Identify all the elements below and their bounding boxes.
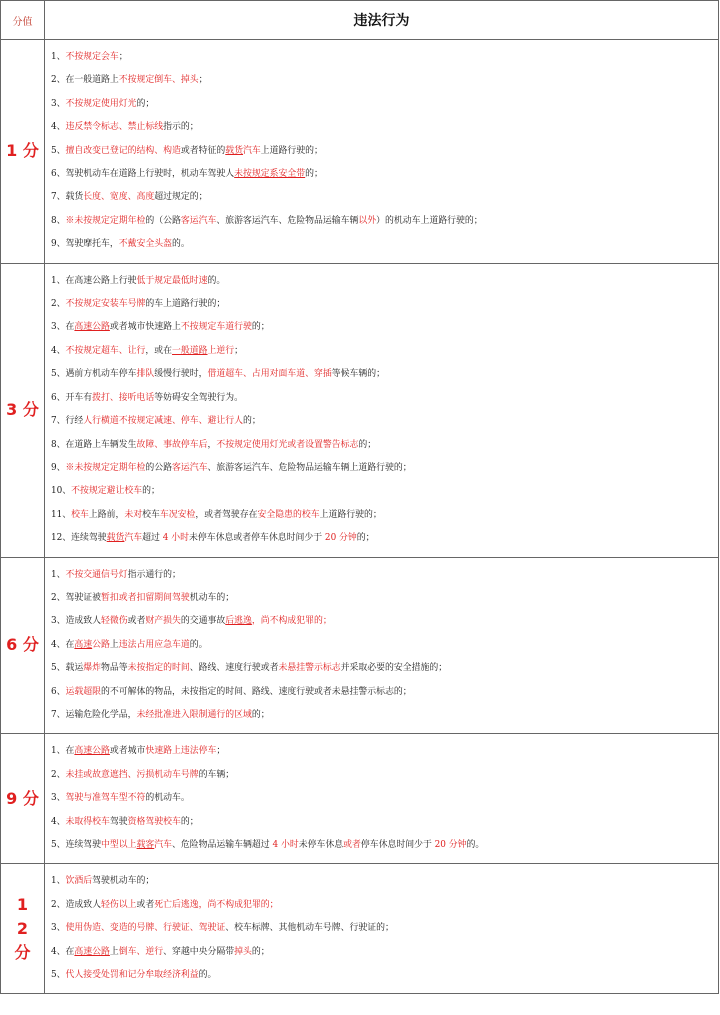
violation-item	[45, 270, 718, 293]
violation-item	[45, 116, 718, 139]
score-column-header: 分值	[1, 1, 45, 40]
item-text: 上	[109, 946, 119, 957]
violation-item	[45, 917, 718, 940]
highlighted-text: 不按规定车道行驶	[180, 322, 252, 333]
item-text: 的；	[305, 169, 323, 180]
item-text: 的。	[189, 639, 208, 650]
highlighted-text: 借道超车、占用对面车道、穿插	[207, 369, 332, 380]
item-text: 9、驾驶摩托车，	[51, 239, 119, 250]
highlighted-text: 不按规定避让校车	[71, 486, 143, 497]
item-text: 、旅游客运汽车、危险物品运输车辆上道路行驶的；	[207, 462, 412, 473]
item-text: 的。	[207, 275, 226, 286]
item-text: 9、	[51, 462, 66, 473]
item-text: 、危险物品运输车辆超过	[172, 840, 273, 850]
violation-item	[45, 186, 718, 209]
highlighted-text: 低于规定最低时速	[136, 275, 208, 286]
item-text: 5、遇前方机动车停车	[51, 369, 137, 380]
violation-item	[45, 340, 718, 363]
item-text: 指示通行的；	[127, 569, 181, 580]
score-value: 6 分	[6, 635, 39, 655]
item-text: 6、	[51, 686, 66, 697]
item-text: 3、造成致人	[51, 616, 102, 627]
item-text: ，或者驾驶存在	[195, 509, 258, 520]
violation-item	[45, 527, 718, 550]
highlighted-text: ※未按规定定期年检	[65, 462, 146, 473]
item-text: 上路前，	[88, 509, 125, 520]
highlighted-text: 未悬挂警示标志	[278, 663, 341, 674]
item-text: 指示的；	[163, 122, 199, 133]
item-text: 7、载货	[51, 192, 84, 203]
item-text: ，或在	[145, 345, 173, 356]
score-cell	[1, 40, 45, 264]
highlighted-text: 未对	[124, 509, 143, 520]
item-text: 上道路行驶的；	[319, 509, 382, 520]
violation-item	[45, 410, 718, 433]
item-text: 4、	[51, 345, 66, 356]
item-text: 3、在	[51, 322, 75, 333]
highlighted-text: 资格驾驶校车	[127, 816, 181, 827]
highlighted-text: 擅自改变已登记的结构、构造	[65, 145, 181, 156]
item-text: 校车	[142, 509, 160, 520]
violation-item	[45, 140, 718, 163]
item-text: 11、	[51, 509, 72, 520]
highlighted-text: 汽车	[124, 533, 143, 544]
item-text: 的；	[180, 816, 199, 827]
highlighted-text: 公路	[92, 639, 110, 650]
violation-item	[45, 387, 718, 410]
violation-item	[45, 681, 718, 704]
violation-list	[45, 734, 718, 863]
violation-item	[45, 363, 718, 386]
highlighted-text: 车况安检	[159, 509, 196, 520]
item-text: 1、	[51, 876, 66, 887]
item-text: 的。	[198, 970, 217, 981]
highlighted-text: 20 分钟	[434, 840, 467, 850]
item-text: 的；	[243, 416, 261, 427]
item-text: 未停车休息或者停车休息时间少于	[188, 533, 325, 544]
highlighted-text: 代人接受处罚和记分牟取经济利益	[65, 970, 199, 981]
highlighted-text: 故障、事故停车后	[136, 439, 208, 450]
violations-cell	[45, 263, 719, 557]
highlighted-text: 未经批准进入限制通行的区域	[136, 709, 252, 720]
highlighted-text: 20 分钟	[324, 533, 357, 544]
score-group-row	[1, 734, 719, 864]
item-text: 或者城市快速路上	[109, 322, 181, 333]
item-text: 等妨碍安全驾驶行为。	[154, 392, 244, 403]
item-text: 7、行经	[51, 416, 84, 427]
item-text: 4、在	[51, 639, 75, 650]
highlighted-text: 爆炸	[83, 663, 102, 674]
violation-list	[45, 864, 718, 993]
violation-item	[45, 787, 718, 810]
violation-list	[45, 264, 718, 557]
highlighted-text: 财产损失	[145, 616, 181, 627]
item-text: 、穿越中央分隔带	[163, 946, 235, 957]
highlighted-text: 安全隐患的校车	[257, 509, 320, 520]
highlighted-text: 客运汽车	[180, 215, 217, 226]
highlighted-text: 4 小时	[162, 533, 189, 544]
item-text: 5、载运	[51, 663, 84, 674]
item-text: 的；	[356, 533, 375, 544]
highlighted-text: 快速路上违法停车	[145, 746, 217, 757]
item-text: 4、	[51, 122, 66, 133]
violation-item	[45, 811, 718, 834]
item-text: 并采取必要的安全措施的；	[340, 663, 448, 674]
item-text: 12、连续驾驶	[51, 533, 107, 544]
item-text: 的公路	[145, 462, 173, 473]
item-text: 超过规定的；	[154, 192, 208, 203]
item-text: 的车辆；	[198, 769, 235, 780]
item-text: 1、	[51, 52, 66, 62]
violation-item	[45, 46, 718, 69]
item-text: 物品等	[101, 663, 128, 674]
highlighted-text: 一般道路	[172, 345, 208, 356]
item-text: 3、	[51, 98, 66, 109]
highlighted-text: 客运汽车	[172, 462, 208, 473]
score-value: 12 分	[14, 894, 31, 962]
highlighted-text: 排队	[136, 369, 155, 380]
violation-item	[45, 163, 718, 186]
violation-item	[45, 69, 718, 92]
highlighted-text: 不戴安全头盔	[118, 239, 173, 250]
item-text: 的；	[251, 946, 270, 957]
highlighted-text: 后逃逸	[225, 616, 252, 627]
table-body	[1, 40, 719, 994]
highlighted-text: 长度、宽度、高度	[83, 192, 155, 203]
highlighted-text: 高速	[74, 639, 93, 650]
violation-item	[45, 610, 718, 633]
item-text: ；	[234, 345, 244, 356]
violations-cell	[45, 734, 719, 864]
violations-cell	[45, 40, 719, 264]
item-text: 4、	[51, 816, 66, 827]
item-text: 的；	[136, 98, 155, 109]
violation-item	[45, 93, 718, 116]
highlighted-text: 违反禁令标志、禁止标线	[65, 122, 164, 133]
highlighted-text: 人行横道不按规定减速、停车、避让行人	[83, 416, 244, 427]
highlighted-text: 未挂或故意遮挡、污损机动车号牌	[65, 769, 199, 780]
item-text: 或者特征的	[180, 145, 226, 156]
violation-item	[45, 870, 718, 893]
item-text: 的不可解体的物品，未按指定的时间、路线、速度行驶或者未悬挂警示标志的；	[101, 686, 412, 697]
violation-list	[45, 40, 718, 263]
score-cell	[1, 263, 45, 557]
highlighted-text: 中型以上	[101, 840, 137, 850]
highlighted-text: 校车	[71, 509, 89, 520]
highlighted-text: 载货	[106, 533, 125, 544]
highlighted-text: 高速公路	[74, 322, 110, 333]
highlighted-text: 轻微伤	[101, 616, 128, 627]
highlighted-text: 高速公路	[74, 946, 110, 957]
violation-item	[45, 457, 718, 480]
item-text: 的；	[251, 322, 270, 333]
item-text: ；	[216, 746, 226, 757]
violation-item	[45, 704, 718, 727]
item-text: 未停车休息	[298, 840, 344, 850]
violation-item	[45, 587, 718, 610]
violation-item	[45, 657, 718, 680]
score-cell	[1, 864, 45, 994]
item-text: 7、运输危险化学品，	[51, 709, 137, 720]
item-text: 1、	[51, 569, 66, 580]
violation-item	[45, 480, 718, 503]
item-text: 的。	[466, 840, 485, 850]
item-text: 6、驾驶机动车在道路上行驶时，机动车驾驶人	[51, 169, 235, 180]
item-text: 停车休息时间少于	[360, 840, 435, 850]
item-text: 或者	[136, 899, 155, 910]
item-text: 超过	[142, 533, 163, 544]
highlighted-text: 不按规定安装车号牌	[65, 299, 146, 310]
item-text: 3、	[51, 923, 66, 934]
score-group-row	[1, 263, 719, 557]
highlighted-text: 死亡后逃逸	[154, 899, 199, 910]
highlighted-text: 拨打、接听电话	[92, 392, 155, 403]
violation-item	[45, 316, 718, 339]
highlighted-text: 载货	[225, 145, 244, 156]
highlighted-text: 不按规定使用灯光	[65, 98, 137, 109]
highlighted-text: 使用伪造、变造的号牌、行驶证、驾驶证	[65, 923, 226, 934]
header-row	[1, 1, 719, 40]
item-text: 8、在道路上车辆发生	[51, 439, 137, 450]
highlighted-text: 未按指定的时间	[127, 663, 190, 674]
item-text: 的（公路	[145, 215, 181, 226]
score-cell	[1, 734, 45, 864]
highlighted-text: 未按规定系安全带	[234, 169, 306, 180]
violations-cell	[45, 864, 719, 994]
item-text: ；	[198, 75, 208, 86]
item-text: 2、	[51, 299, 66, 310]
highlighted-text: 不按规定超车、让行	[65, 345, 146, 356]
item-text: 1、在	[51, 746, 75, 757]
highlighted-text: 汽车	[154, 840, 173, 850]
item-text: 2、在一般道路上	[51, 75, 119, 86]
item-text: 8、	[51, 215, 66, 226]
item-text: 上道路行驶的；	[260, 145, 323, 156]
violation-item	[45, 564, 718, 587]
item-text: 的车上道路行驶的；	[145, 299, 226, 310]
violation-item	[45, 434, 718, 457]
violation-item	[45, 504, 718, 527]
score-cell	[1, 557, 45, 734]
highlighted-text: 上逆行	[207, 345, 235, 356]
item-text: 3、	[51, 793, 66, 804]
item-text: 机动车的；	[189, 592, 235, 603]
highlighted-text: 不按规定会车	[65, 52, 119, 62]
item-text: 1、在高速公路上行驶	[51, 275, 137, 286]
violation-column-header: 违法行为	[45, 1, 719, 40]
item-text: ；	[118, 52, 128, 62]
highlighted-text: 轻伤以上	[101, 899, 137, 910]
score-group-row	[1, 864, 719, 994]
violation-item	[45, 894, 718, 917]
violation-item	[45, 210, 718, 233]
item-text: ）的机动车上道路行驶的；	[376, 215, 483, 226]
item-text: 、旅游客运汽车、危险物品运输车辆	[216, 215, 359, 226]
score-group-row	[1, 40, 719, 264]
violation-item	[45, 834, 718, 857]
item-text: 上	[109, 639, 119, 650]
item-text: 5、	[51, 970, 66, 981]
highlighted-text: ，尚不构成犯罪的；	[251, 616, 332, 627]
score-value: 3 分	[6, 400, 39, 420]
score-value: 1 分	[6, 141, 39, 161]
score-group-row	[1, 557, 719, 734]
highlighted-text: 不按规定倒车、掉头	[118, 75, 199, 86]
highlighted-text: 不按交通信号灯	[65, 569, 128, 580]
highlighted-text: 未取得校车	[65, 816, 110, 827]
item-text: 10、	[51, 486, 72, 497]
highlighted-text: 暂扣或者扣留期间驾驶	[101, 592, 190, 603]
item-text: 或者城市	[109, 746, 146, 757]
item-text: 缓慢行驶时，	[154, 369, 208, 380]
item-text: 的；	[251, 709, 270, 720]
highlighted-text: 汽车	[243, 145, 261, 156]
score-value: 9 分	[6, 788, 39, 808]
item-text: 或者	[127, 616, 146, 627]
violation-item	[45, 964, 718, 987]
item-text: 等候车辆的；	[331, 369, 386, 380]
item-text: 、路线、速度行驶或者	[189, 663, 279, 674]
item-text: 的；	[358, 439, 377, 450]
item-text: 驾驶机动车的；	[92, 876, 155, 887]
item-text: 驾驶	[109, 816, 128, 827]
item-text: ，	[207, 439, 217, 450]
highlighted-text: ，尚不构成犯罪的；	[198, 899, 279, 910]
highlighted-text: 或者	[343, 840, 361, 850]
violation-item	[45, 740, 718, 763]
violation-item	[45, 634, 718, 657]
highlighted-text: 运载超限	[65, 686, 102, 697]
violations-cell	[45, 557, 719, 734]
highlighted-text: 4 小时	[272, 840, 299, 850]
violation-item	[45, 764, 718, 787]
item-text: 2、	[51, 769, 66, 780]
violation-item	[45, 233, 718, 256]
item-text: 的交通事故	[180, 616, 226, 627]
violation-item	[45, 293, 718, 316]
item-text: 的；	[142, 486, 160, 497]
highlighted-text: 违法占用应急车道	[118, 639, 190, 650]
highlighted-text: 高速公路	[74, 746, 110, 757]
item-text: 的机动车。	[145, 793, 190, 804]
item-text: 的。	[172, 239, 190, 250]
highlighted-text: 饮酒后	[65, 876, 93, 887]
highlighted-text: 以外	[358, 215, 377, 226]
highlighted-text: 载客	[136, 840, 155, 850]
item-text: 、校车标牌、其他机动车号牌、行驶证的；	[225, 923, 394, 934]
highlighted-text: 掉头	[234, 946, 252, 957]
highlighted-text: 不按规定使用灯光或者设置警告标志	[216, 439, 359, 450]
highlighted-text: 倒车、逆行	[118, 946, 164, 957]
item-text: 4、在	[51, 946, 75, 957]
item-text: 6、开车有	[51, 392, 93, 403]
violation-item	[45, 941, 718, 964]
highlighted-text: ※未按规定定期年检	[65, 215, 146, 226]
item-text: 2、驾驶证被	[51, 592, 102, 603]
item-text: 2、造成致人	[51, 899, 102, 910]
item-text: 5、连续驾驶	[51, 840, 102, 850]
item-text: 5、	[51, 145, 66, 156]
violation-list	[45, 558, 718, 734]
highlighted-text: 驾驶与准驾车型不符	[65, 793, 146, 804]
